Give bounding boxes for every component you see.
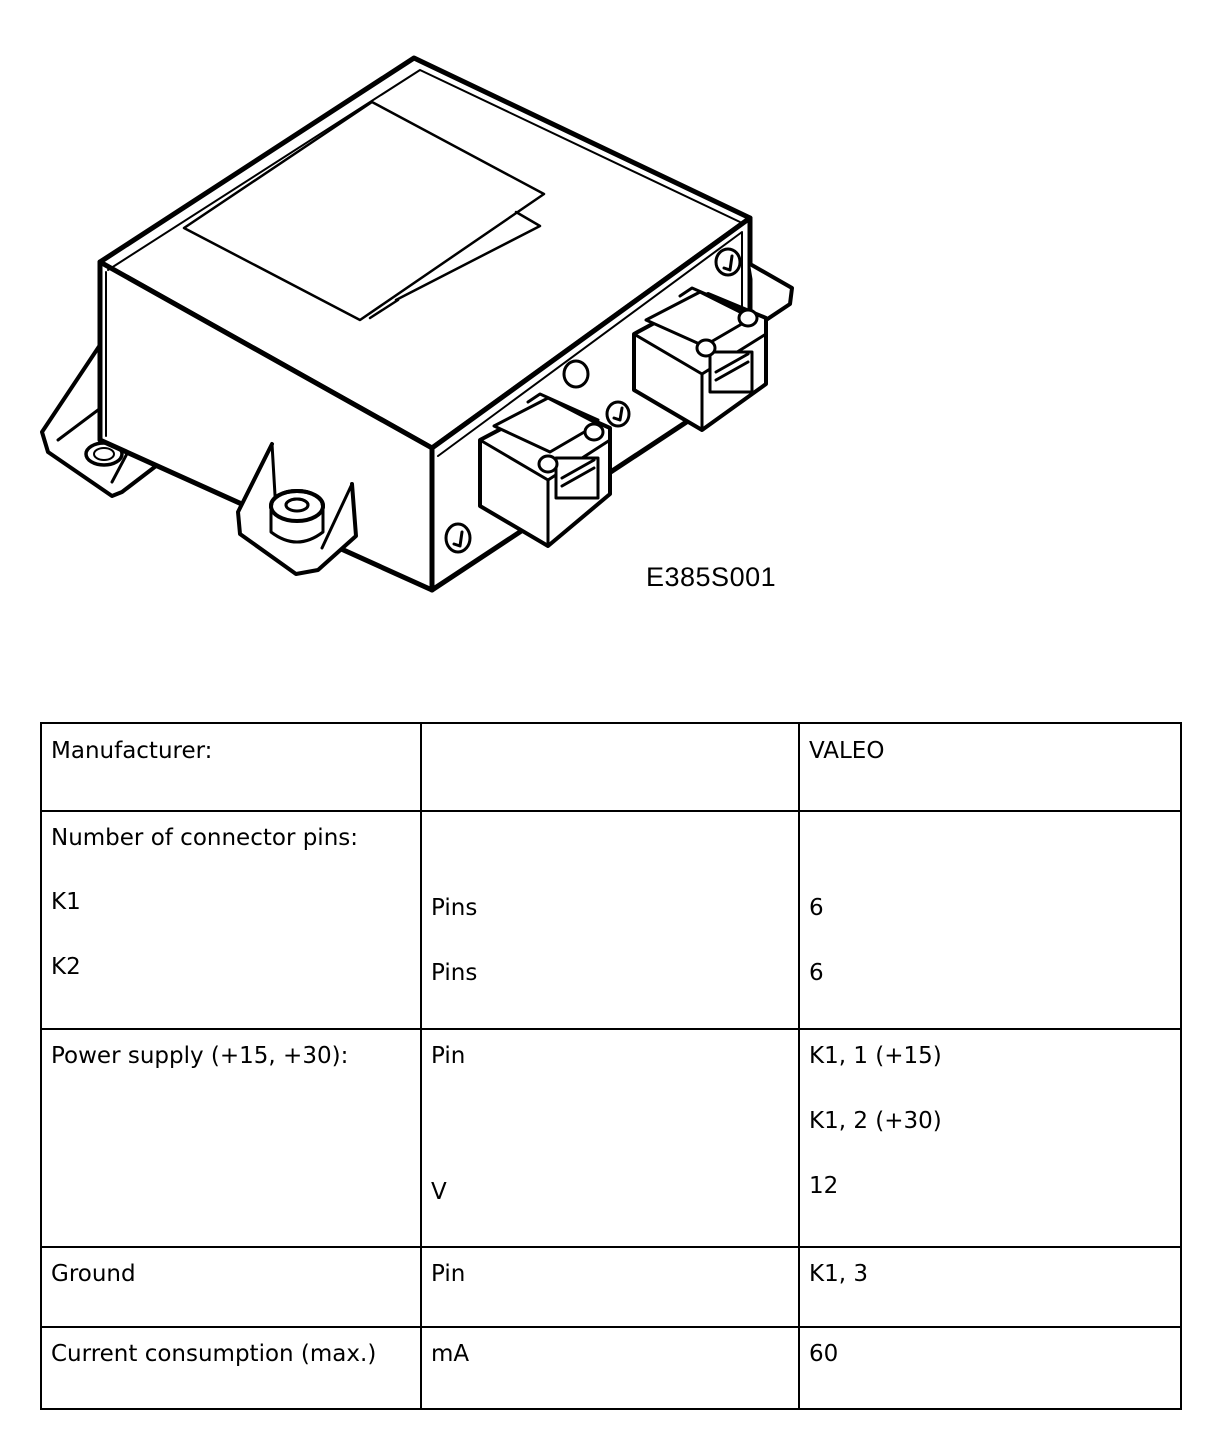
table-cell bbox=[41, 1327, 421, 1409]
manufacturer-label: Manufacturer: bbox=[51, 738, 213, 764]
table-cell bbox=[421, 1327, 799, 1409]
table-row bbox=[41, 1247, 1181, 1327]
connector-k2-value: 6 bbox=[809, 960, 824, 986]
table-cell bbox=[421, 1029, 799, 1247]
ground-unit: Pin bbox=[431, 1261, 466, 1287]
table-cell bbox=[41, 723, 421, 811]
table-cell bbox=[799, 811, 1181, 1029]
figure-code: E385S001 bbox=[646, 562, 777, 592]
power-supply-voltage-unit: V bbox=[431, 1179, 447, 1205]
ground-value: K1, 3 bbox=[809, 1261, 868, 1287]
ground-label: Ground bbox=[51, 1261, 136, 1287]
connector-k1-unit: Pins bbox=[431, 895, 478, 921]
control-unit-illustration bbox=[0, 0, 1216, 640]
connector-pins-label: Number of connector pins: bbox=[51, 825, 359, 851]
connector-k1-name: K1 bbox=[51, 889, 81, 915]
connector-k1-value: 6 bbox=[809, 895, 824, 921]
table-cell bbox=[799, 1029, 1181, 1247]
current-consumption-label: Current consumption (max.) bbox=[51, 1341, 377, 1367]
specification-table bbox=[40, 722, 1182, 1410]
table-row bbox=[41, 723, 1181, 811]
table-cell bbox=[799, 723, 1181, 811]
table-cell bbox=[421, 1247, 799, 1327]
table-cell bbox=[41, 811, 421, 1029]
table-cell bbox=[799, 1327, 1181, 1409]
current-consumption-unit: mA bbox=[431, 1341, 470, 1367]
current-consumption-value: 60 bbox=[809, 1341, 839, 1367]
table-row bbox=[41, 1029, 1181, 1247]
table-row bbox=[41, 1327, 1181, 1409]
table-cell bbox=[41, 1247, 421, 1327]
power-supply-pin-15: K1, 1 (+15) bbox=[809, 1043, 942, 1069]
power-supply-pin-unit: Pin bbox=[431, 1043, 466, 1069]
connector-k2-name: K2 bbox=[51, 954, 81, 980]
power-supply-pin-30: K1, 2 (+30) bbox=[809, 1108, 942, 1134]
power-supply-label: Power supply (+15, +30): bbox=[51, 1043, 349, 1069]
table-cell bbox=[421, 723, 799, 811]
table-cell bbox=[41, 1029, 421, 1247]
table-cell bbox=[421, 811, 799, 1029]
table-cell bbox=[799, 1247, 1181, 1327]
connector-k2-unit: Pins bbox=[431, 960, 478, 986]
power-supply-voltage: 12 bbox=[809, 1173, 839, 1199]
manufacturer-value: VALEO bbox=[809, 738, 885, 764]
table-row bbox=[41, 811, 1181, 1029]
